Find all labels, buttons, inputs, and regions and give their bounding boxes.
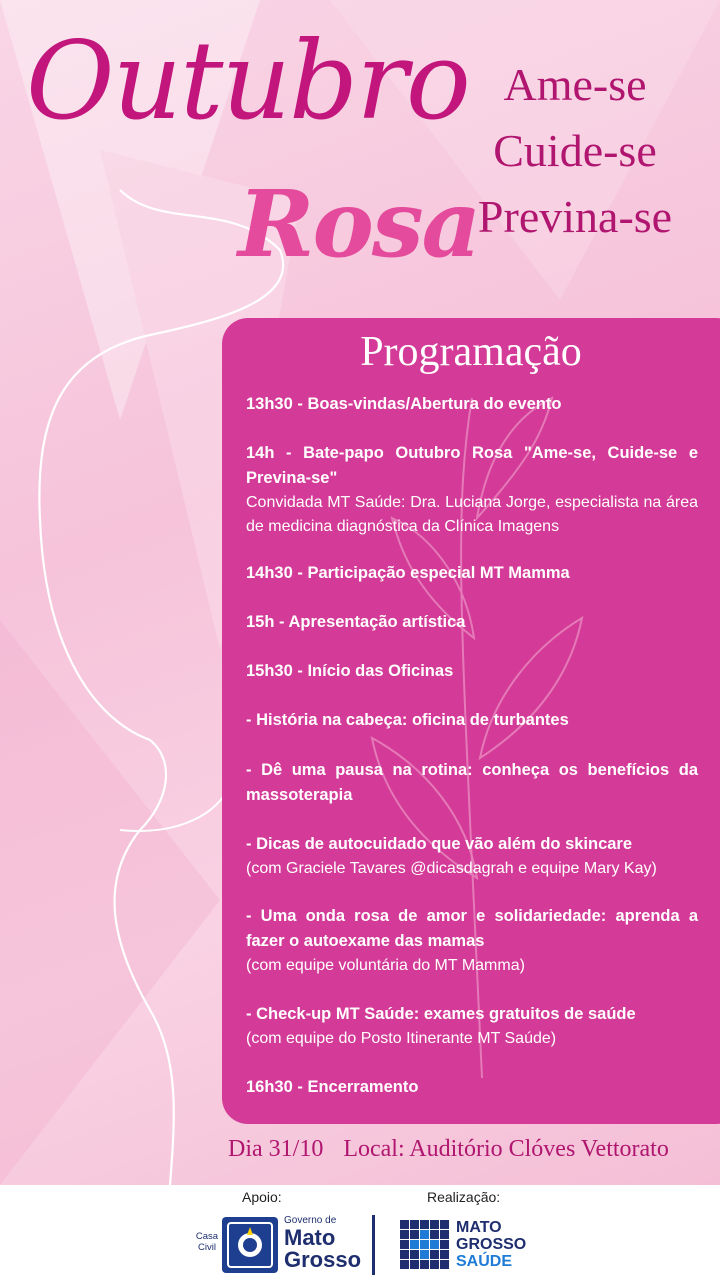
event-location: Local: Auditório Clóves Vettorato <box>343 1136 669 1162</box>
schedule-item <box>246 1075 698 1100</box>
program-panel <box>222 318 720 1124</box>
state-crest-icon <box>222 1217 278 1273</box>
sponsor-logos-bar <box>0 1185 720 1280</box>
logo-divider <box>372 1215 375 1275</box>
schedule-item-title: - Uma onda rosa de amor e solidariedade: aprenda a fazer o autoexame das mamas <box>246 907 698 950</box>
schedule-item-title: 14h - Bate-papo Outubro Rosa "Ame-se, Cuide-se e Previna-se" <box>246 444 698 487</box>
gov-mato-label: Mato <box>284 1225 336 1250</box>
saude-label: SAÚDE <box>456 1253 513 1270</box>
event-date: Dia 31/10 <box>228 1136 324 1162</box>
schedule-item-title: - Check-up MT Saúde: exames gratuitos de saúde <box>246 1005 636 1023</box>
schedule-item <box>246 610 698 635</box>
schedule-item <box>246 561 698 586</box>
schedule-item <box>246 832 698 881</box>
schedule-item-title: - História na cabeça: oficina de turbantes <box>246 711 569 729</box>
schedule-item <box>246 758 698 808</box>
gov-small-label: Governo de <box>284 1215 337 1226</box>
program-title: Programação <box>360 329 582 375</box>
schedule-item-title: 15h30 - Início das Oficinas <box>246 662 454 680</box>
mt-saude-grid-icon <box>400 1220 450 1270</box>
title-outubro: Outubro <box>26 19 469 144</box>
event-info <box>228 1136 669 1163</box>
schedule-item-title: 14h30 - Participação especial MT Mamma <box>246 564 570 582</box>
title-rosa: Rosa <box>238 170 480 278</box>
slogan-cuide-se: Cuide-se <box>493 125 657 176</box>
schedule-item-detail: (com Graciele Tavares @dicasdagrah e equipe Mary Kay) <box>246 860 657 877</box>
mt-saude-logo-text <box>456 1219 526 1270</box>
slogan-ame-se: Ame-se <box>503 59 647 110</box>
realizacao-label: Realização: <box>427 1189 501 1205</box>
schedule-item-detail: (com equipe do Posto Itinerante MT Saúde) <box>246 1030 557 1047</box>
gov-grosso-label: Grosso <box>284 1247 362 1272</box>
schedule-item <box>246 659 698 684</box>
saude-grosso-label: GROSSO <box>456 1236 527 1253</box>
apoio-label: Apoio: <box>242 1189 282 1205</box>
schedule-item <box>246 392 698 417</box>
casa-civil-label: Casa Civil <box>195 1231 219 1253</box>
governo-mato-grosso-logo <box>222 1215 372 1275</box>
schedule-item-title: 15h - Apresentação artística <box>246 613 466 631</box>
schedule-item-title: 16h30 - Encerramento <box>246 1078 419 1096</box>
slogan-previna-se: Previna-se <box>477 191 673 242</box>
schedule-item <box>246 1002 698 1051</box>
schedule-item-title: 13h30 - Boas-vindas/Abertura do evento <box>246 395 562 413</box>
schedule-item-detail: Convidada MT Saúde: Dra. Luciana Jorge, especialista na área de medicina diagnóstica da Clínica Imagens <box>246 494 698 535</box>
saude-mato-label: MATO <box>456 1219 502 1236</box>
schedule-item-title: - Dê uma pausa na rotina: conheça os benefícios da massoterapia <box>246 761 698 804</box>
schedule-item <box>246 904 698 978</box>
schedule-item <box>246 441 698 539</box>
schedule-item <box>246 708 698 733</box>
schedule-item-title: - Dicas de autocuidado que vão além do skincare <box>246 835 633 853</box>
schedule-item-detail: (com equipe voluntária do MT Mamma) <box>246 957 525 974</box>
